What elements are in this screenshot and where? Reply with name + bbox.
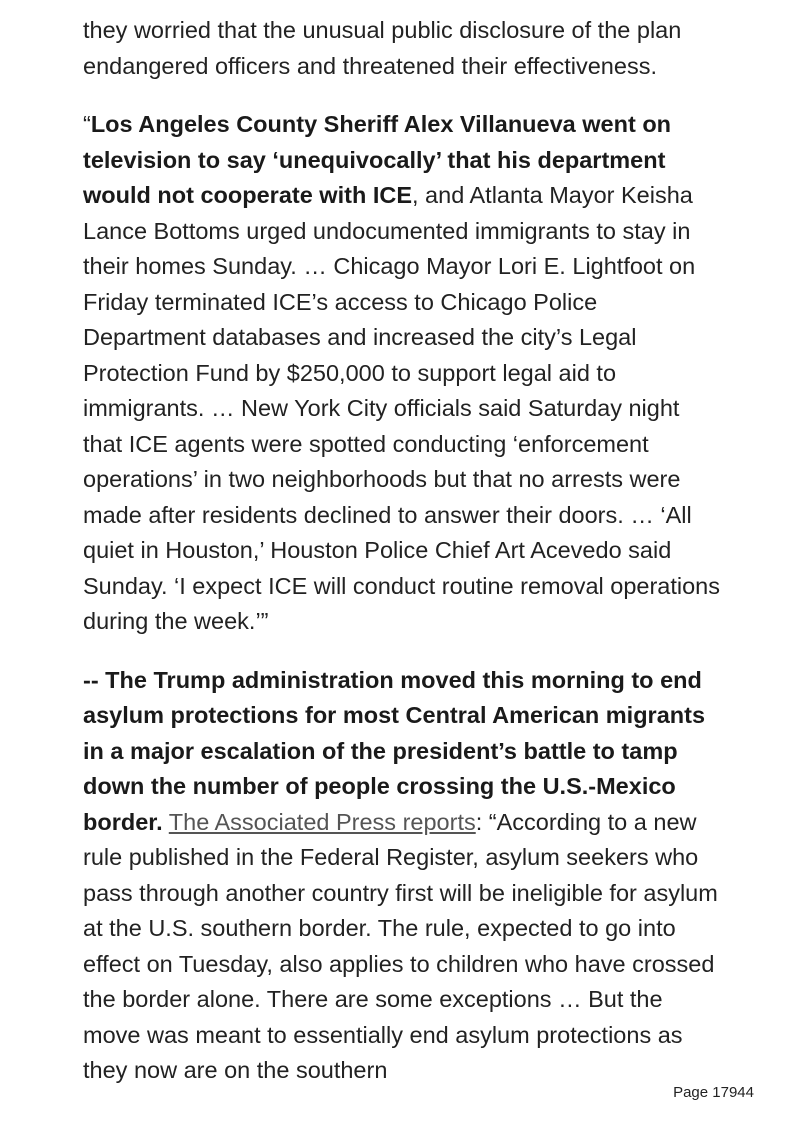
ap-reports-link[interactable]: The Associated Press reports [168, 808, 476, 835]
open-quote: “ [83, 111, 91, 137]
page-number: Page 17944 [673, 1084, 754, 1101]
asylum-rule-text: : “According to a new rule published in the Federal Register, asylum seekers who pass through another country first will be ineligible for asylum at the U.S. southern border. The rule, expected to go into effect on Tuesday, also applies to children who have crossed the border alone. There are some exceptions … But the move was meant to essentially end asylum protections as they now are on the southern [83, 808, 718, 1083]
paragraph-asylum-rule [83, 663, 723, 1086]
reactions-text: , and Atlanta Mayor Keisha Lance Bottoms urged undocumented immigrants to stay in their homes Sunday. … Chicago Mayor Lori E. Lightfoot on Friday terminated ICE’s access to Chicago Police Department databases and increased the city’s Legal Protection Fund by $250,000 to support legal aid to immigrants. … New York City officials said Saturday night that ICE agents were spotted conducting ‘enforcement operations’ in two neighborhoods but that no arrests were made after residents declined to answer their doors. … ‘All quiet in Houston,’ Houston Police Chief Art Acevedo said Sunday. ‘I expect ICE will conduct routine removal operations during the week.’” [83, 182, 721, 634]
article-body [83, 13, 723, 1085]
villanueva-bold-text: Los Angeles County Sheriff Alex Villanueva went on television to say ‘unequivocally’ that his department would not cooperate with ICE [83, 111, 672, 208]
asylum-bold-text: -- The Trump administration moved this morning to end asylum protections for most Central American migrants in a major escalation of the president’s battle to tamp down the number of people crossing the U.S.-Mexico border. [83, 666, 706, 835]
paragraph-officers-text: they worried that the unusual public disclosure of the plan endangered officers and threatened their effectiveness. [83, 17, 682, 79]
paragraph-officers [83, 13, 723, 84]
paragraph-sanctuary-reactions [83, 107, 723, 640]
